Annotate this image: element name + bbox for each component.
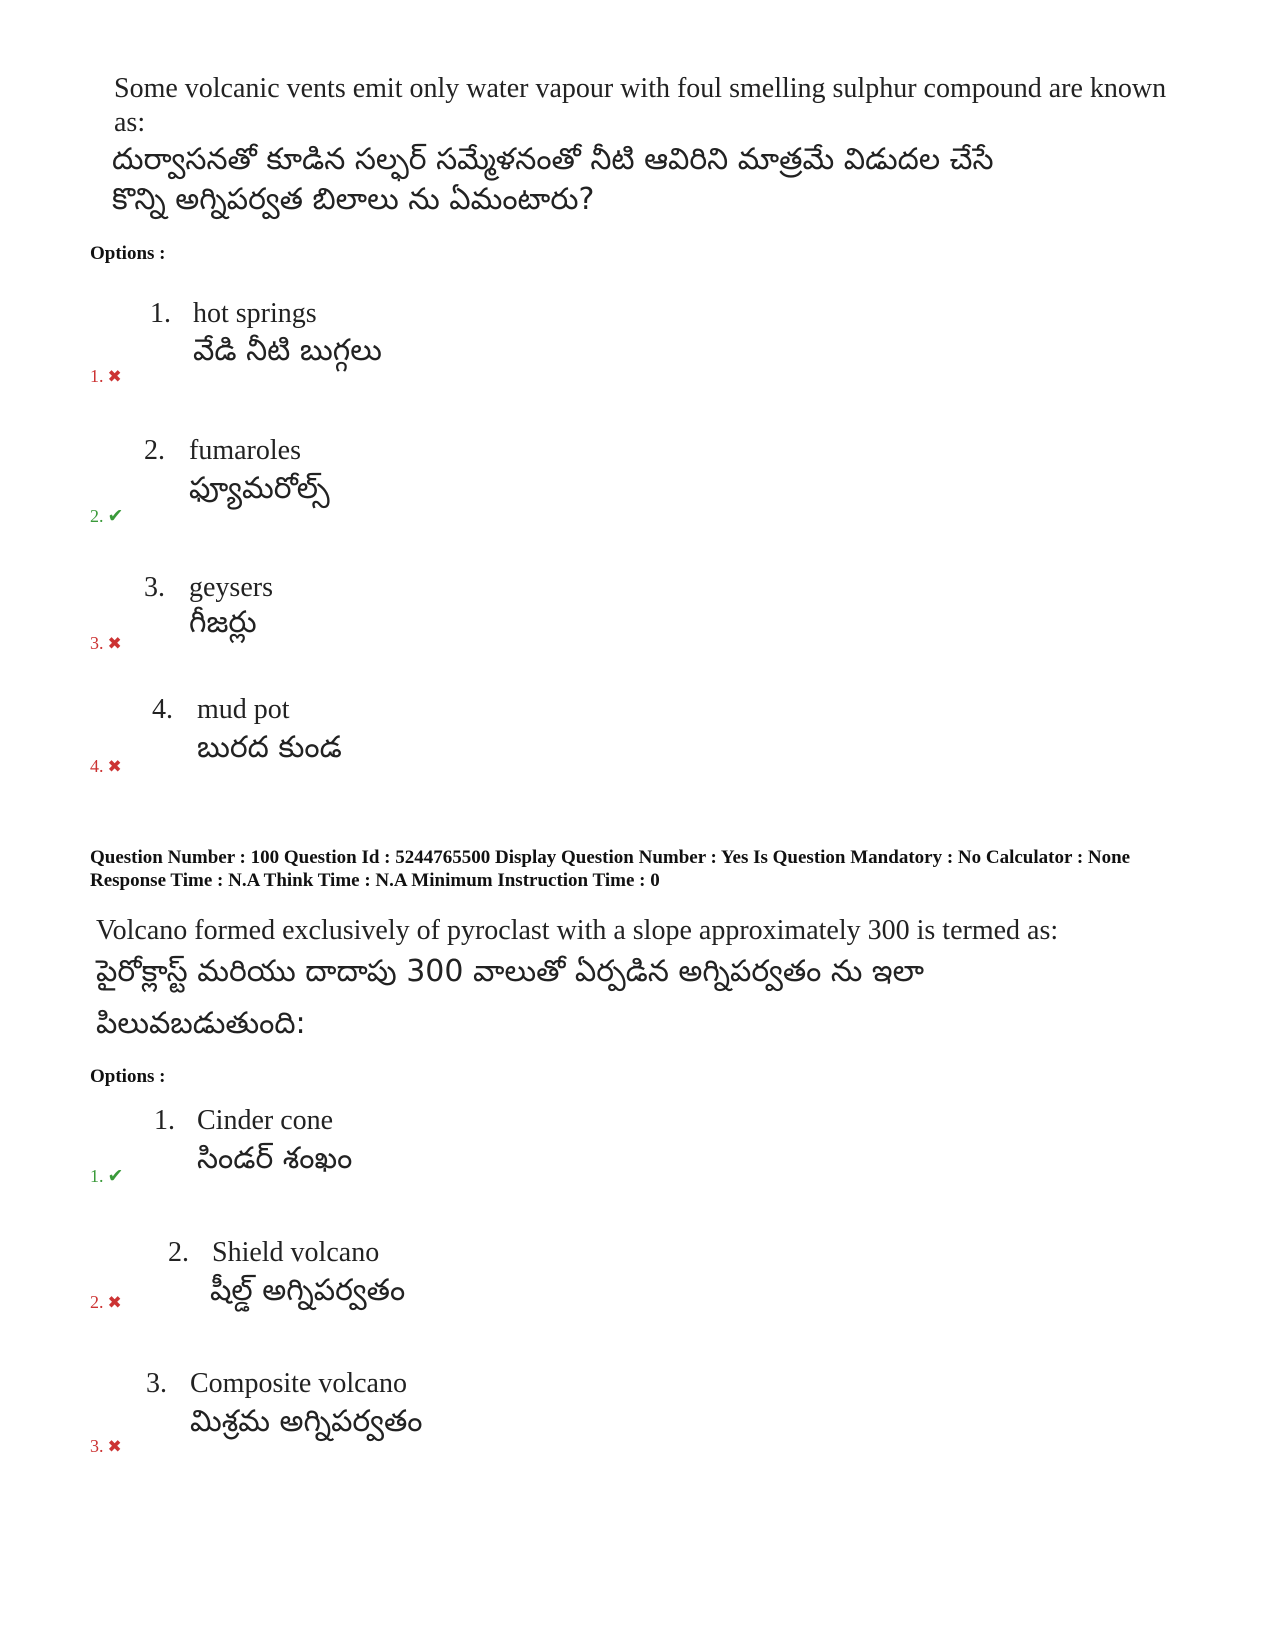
q1-option-4-text-en: mud pot xyxy=(197,694,290,725)
q2-option-3-text-en: Composite volcano xyxy=(190,1368,407,1399)
question-2-options-label: Options : xyxy=(90,1066,166,1087)
question-1-text-te-line2: కొన్ని అగ్నిపర్వత బిలాలు ను ఏమంటారు? xyxy=(112,182,595,217)
q2-option-2-mark-label: 2. xyxy=(90,1292,104,1312)
check-icon: ✔ xyxy=(107,1166,124,1187)
cross-icon: ✖ xyxy=(107,1437,122,1456)
q2-option-3-number: 3. xyxy=(146,1368,167,1399)
check-icon: ✔ xyxy=(107,506,124,527)
cross-icon: ✖ xyxy=(107,367,122,386)
q2-option-1-text-en: Cinder cone xyxy=(197,1105,334,1136)
q1-option-4-number: 4. xyxy=(152,694,173,725)
question-2-meta: Question Number : 100 Question Id : 5244765500 Display Question Number : Yes Is Question Mandatory : No Calculator : None Response Time : N.A Think Time : N.A Minimum Instruction Time : 0 xyxy=(90,847,1131,891)
question-2-text-en: Volcano formed exclusively of pyroclast with a slope approximately 300 is termed as: xyxy=(96,915,1059,946)
question-1-text-en: Some volcanic vents emit only water vapour with foul smelling sulphur compound are known as: xyxy=(114,73,1167,138)
q1-option-3-text-te: గీజర్లు xyxy=(189,605,257,640)
q2-option-2-text-te: షీల్డ్ అగ్నిపర్వతం xyxy=(210,1273,406,1308)
q1-option-3-mark xyxy=(90,633,122,654)
question-1-options-label: Options : xyxy=(90,243,166,264)
q1-option-4-mark xyxy=(90,756,122,777)
q1-option-2-number: 2. xyxy=(144,435,165,466)
question-2-text-te-line1: పైరోక్లాస్ట్ మరియు దాదాపు 300 వాలుతో ఏర్పడిన అగ్నిపర్వతం ను ఇలా xyxy=(96,954,924,989)
q1-option-2-mark-label: 2. xyxy=(90,506,104,526)
q1-option-1-text-en: hot springs xyxy=(193,298,317,329)
q2-option-1-mark-label: 1. xyxy=(90,1166,104,1186)
q1-option-2-text-te: ఫ్యూమరోల్స్ xyxy=(189,471,330,506)
q1-option-3-mark-label: 3. xyxy=(90,633,104,653)
cross-icon: ✖ xyxy=(107,634,122,653)
q2-option-3-text-te: మిశ్రమ అగ్నిపర్వతం xyxy=(190,1404,423,1439)
q2-option-3-mark xyxy=(90,1436,122,1457)
q1-option-4-text-te: బురద కుండ xyxy=(197,730,342,765)
q2-option-1-number: 1. xyxy=(154,1105,175,1136)
q1-option-1-text-te: వేడి నీటి బుగ్గలు xyxy=(193,333,382,368)
q1-option-2-mark xyxy=(90,506,123,527)
cross-icon: ✖ xyxy=(107,757,122,776)
q2-option-1-text-te: సిండర్ శంఖం xyxy=(197,1141,353,1176)
q2-option-1-mark xyxy=(90,1166,123,1187)
q2-option-2-text-en: Shield volcano xyxy=(212,1237,380,1268)
q1-option-4-mark-label: 4. xyxy=(90,756,104,776)
question-2-text-te-line2: పిలువబడుతుంది: xyxy=(96,1006,306,1041)
q1-option-2-text-en: fumaroles xyxy=(189,435,301,466)
q1-option-3-text-en: geysers xyxy=(189,572,273,603)
q2-option-2-number: 2. xyxy=(168,1237,189,1268)
q1-option-3-number: 3. xyxy=(144,572,165,603)
q2-option-3-mark-label: 3. xyxy=(90,1436,104,1456)
q2-option-2-mark xyxy=(90,1292,122,1313)
q1-option-1-number: 1. xyxy=(150,298,171,329)
q1-option-1-mark xyxy=(90,366,122,387)
question-1-text-te-line1: దుర్వాసనతో కూడిన సల్ఫర్ సమ్మేళనంతో నీటి ఆవిరిని మాత్రమే విడుదల చేసే xyxy=(112,142,994,177)
cross-icon: ✖ xyxy=(107,1293,122,1312)
q1-option-1-mark-label: 1. xyxy=(90,366,104,386)
